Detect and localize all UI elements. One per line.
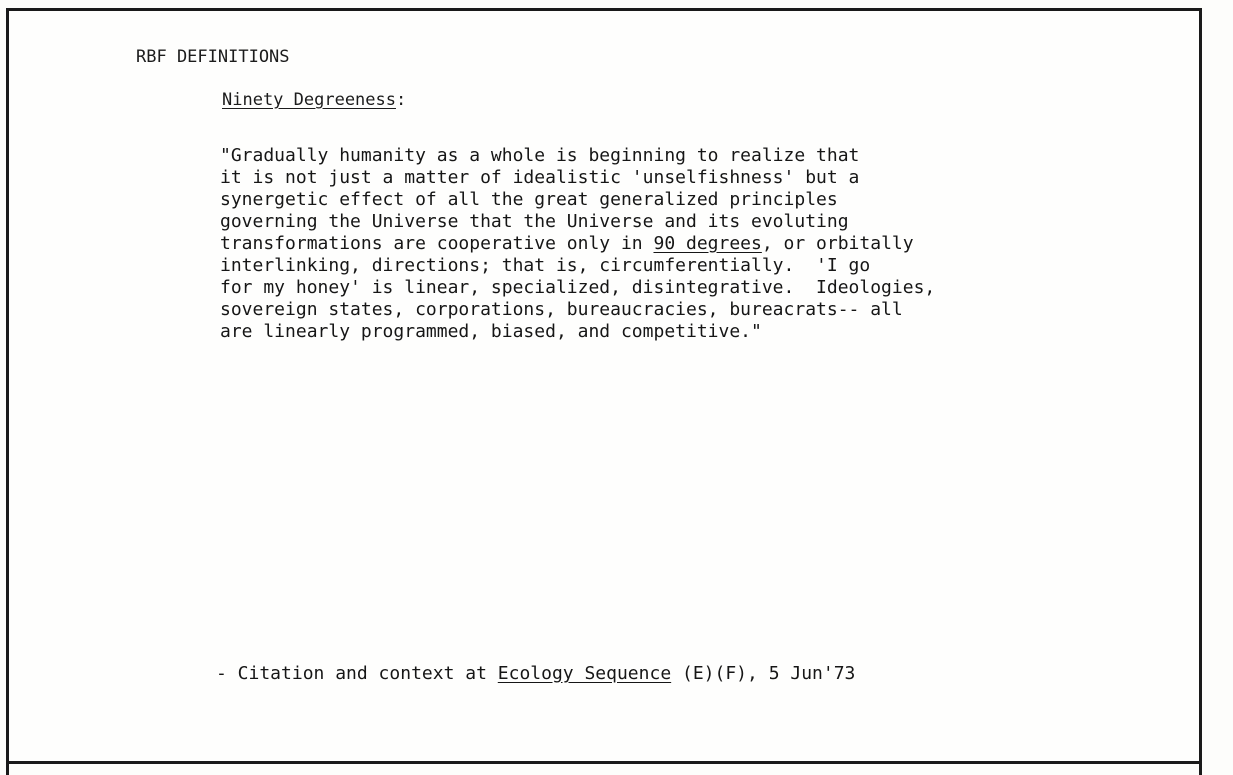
quote-line-1: "Gradually humanity as a whole is beginning to realize that (220, 145, 860, 166)
citation-prefix: - Citation and context at (216, 663, 498, 684)
quote-line-3: synergetic effect of all the great generalized principles (220, 189, 838, 210)
citation-suffix: (E)(F), 5 Jun'73 (671, 663, 856, 684)
next-card-edge (6, 764, 1202, 775)
citation-line (216, 663, 855, 684)
citation-link-ecology-sequence[interactable]: Ecology Sequence (497, 663, 672, 684)
quote-line-6: interlinking, directions; that is, circumferentially. 'I go (220, 255, 871, 276)
quote-line-4: governing the Universe that the Universe and its evoluting (220, 211, 849, 232)
quote-line-2: it is not just a matter of idealistic 'unselfishness' but a (220, 167, 860, 188)
definition-term (222, 90, 406, 110)
quote-90-degrees: 90 degrees (653, 233, 762, 254)
quote-line-5-post: , or orbitally (761, 233, 914, 254)
document-header: RBF DEFINITIONS (136, 47, 290, 67)
term-colon: : (396, 90, 407, 110)
definition-card (6, 8, 1202, 764)
term-title: Ninety Degreeness (222, 90, 396, 110)
quote-line-8: sovereign states, corporations, bureaucracies, bureacrats-- all (220, 299, 903, 320)
quote-line-5-pre: transformations are cooperative only in (220, 233, 654, 254)
quote-line-7: for my honey' is linear, specialized, disintegrative. Ideologies, (220, 277, 936, 298)
quote-line-9: are linearly programmed, biased, and competitive." (220, 321, 762, 342)
definition-quote (220, 145, 1140, 343)
